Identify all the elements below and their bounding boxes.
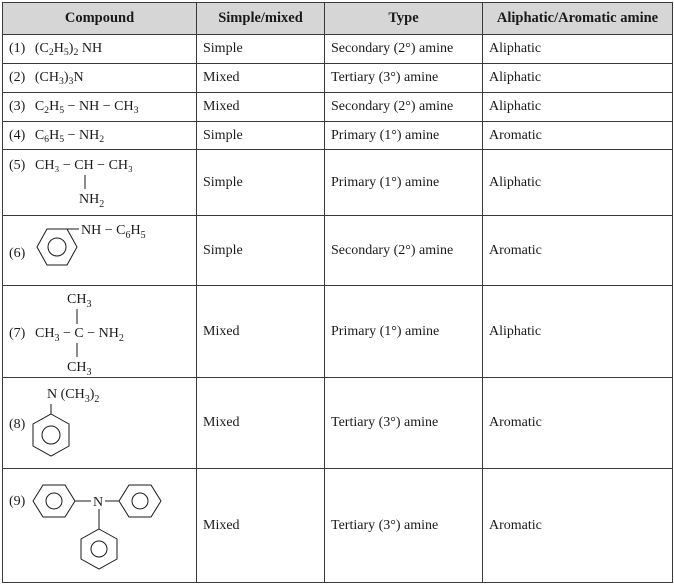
formula-part: H [53,41,64,56]
table-row [3,93,673,122]
compound-structure [9,291,190,378]
formula-subscript: 6 [44,133,50,145]
compound-structure [9,223,190,279]
aromatic-circle-icon [48,238,66,256]
formula-substituent: N $(CH_3)_2$ [47,387,100,405]
row-number: (9) [9,493,26,509]
formula-subscript: 3 [68,76,74,87]
simple-mixed-cell: Simple [197,150,325,216]
table-row [3,150,673,216]
structure-drawing [9,291,189,378]
formula-part: NH [78,41,103,56]
compound-formula [35,128,104,144]
simple-mixed-cell: Mixed [197,64,325,93]
structure-drawing [9,223,189,279]
compound-cell [3,286,197,378]
formula-part: (C [34,41,49,56]
nature-cell: Aromatic [483,378,673,469]
compound-structure [9,384,190,462]
header-type: Type [325,3,483,35]
formula-nitrogen: N [93,494,104,510]
nature-cell: Aliphatic [483,64,673,93]
row-number: (8) [9,417,26,432]
row-number: (1) [9,41,26,56]
formula-part: N [73,70,84,85]
amines-table [2,2,673,583]
formula-substituent: NH − $C_6H_5$ [81,222,146,241]
formula-part: C [34,99,45,114]
formula-subscript: 2 [48,47,54,58]
formula-top-methyl: $CH_3$ [67,291,92,310]
formula-subscript: 5 [59,133,65,145]
type-cell: Primary (1°) amine [325,122,483,150]
structure-drawing [9,473,189,579]
compound-cell [3,469,197,583]
table-row [3,35,673,64]
formula-subscript: 3 [58,76,64,87]
benzene-ring-icon [81,529,117,569]
formula-subscript: 2 [44,105,50,116]
formula-part: − NH − CH [64,99,134,114]
table-row [3,378,673,469]
structure-drawing [9,384,189,462]
table-row [3,64,673,93]
compound-formula [35,70,84,86]
header-row [3,3,673,35]
formula-part: H [49,99,60,114]
row-number: (2) [9,70,26,85]
compound-cell [3,93,197,122]
table-row [3,122,673,150]
compound-cell [3,378,197,469]
formula-subscript: 2 [99,133,105,145]
compound-cell [3,216,197,286]
simple-mixed-cell: Mixed [197,378,325,469]
formula-part: ) [68,41,74,56]
header-nature: Aliphatic/Aromatic amine [483,3,673,35]
simple-mixed-cell: Simple [197,122,325,150]
formula-bottom-methyl: $CH_3$ [67,359,92,378]
type-cell: Tertiary (3°) amine [325,64,483,93]
type-cell: Primary (1°) amine [325,286,483,378]
formula-center: $CH_3 - C - NH_2$ [35,325,124,344]
header-simple-mixed: Simple/mixed [197,3,325,35]
nature-cell: Aromatic [483,469,673,583]
nature-cell: Aliphatic [483,35,673,64]
type-cell: Primary (1°) amine [325,150,483,216]
benzene-ring-icon [119,485,161,517]
benzene-ring-icon [33,414,69,456]
formula-part: − NH [64,127,100,143]
row-number: (6) [9,245,26,261]
benzene-ring-icon [37,229,77,265]
nature-cell: Aliphatic [483,150,673,216]
formula-amino: $NH_2$ [79,191,105,210]
simple-mixed-cell: Mixed [197,286,325,378]
formula-subscript: 2 [73,47,79,58]
type-cell: Tertiary (3°) amine [325,469,483,583]
nature-cell: Aliphatic [483,93,673,122]
type-cell: Secondary (2°) amine [325,216,483,286]
compound-formula [35,41,102,57]
benzene-ring-icon [33,485,75,517]
row-number: (5) [9,157,26,173]
table-row [3,286,673,378]
structure-drawing [9,157,189,209]
formula-part: C [34,127,45,143]
compound-cell [3,150,197,216]
compound-structure [9,157,190,209]
formula-part: (CH [34,70,59,85]
simple-mixed-cell: Simple [197,216,325,286]
compound-cell [3,64,197,93]
nature-cell: Aromatic [483,122,673,150]
type-cell: Tertiary (3°) amine [325,378,483,469]
row-number: (4) [9,127,26,143]
compound-cell [3,122,197,150]
aromatic-circle-icon [42,426,60,444]
row-number: (7) [9,325,26,341]
compound-formula [35,99,139,115]
compound-cell [3,35,197,64]
formula-part: H [49,127,60,143]
formula-subscript: 5 [59,105,65,116]
nature-cell: Aromatic [483,216,673,286]
formula-part: ) [63,70,69,85]
formula-subscript: 5 [63,47,69,58]
simple-mixed-cell: Mixed [197,93,325,122]
simple-mixed-cell: Mixed [197,469,325,583]
row-number: (3) [9,99,26,114]
nature-cell: Aliphatic [483,286,673,378]
header-compound: Compound [3,3,197,35]
simple-mixed-cell: Simple [197,35,325,64]
formula-subscript: 3 [133,105,139,116]
formula-main-chain: CH₃ − CH − CH₃ [35,157,133,173]
aromatic-circle-icon [132,493,148,509]
type-cell: Secondary (2°) amine [325,93,483,122]
compound-structure [9,473,190,579]
table-row [3,469,673,583]
aromatic-circle-icon [91,541,107,557]
aromatic-circle-icon [46,493,62,509]
type-cell: Secondary (2°) amine [325,35,483,64]
table-row [3,216,673,286]
